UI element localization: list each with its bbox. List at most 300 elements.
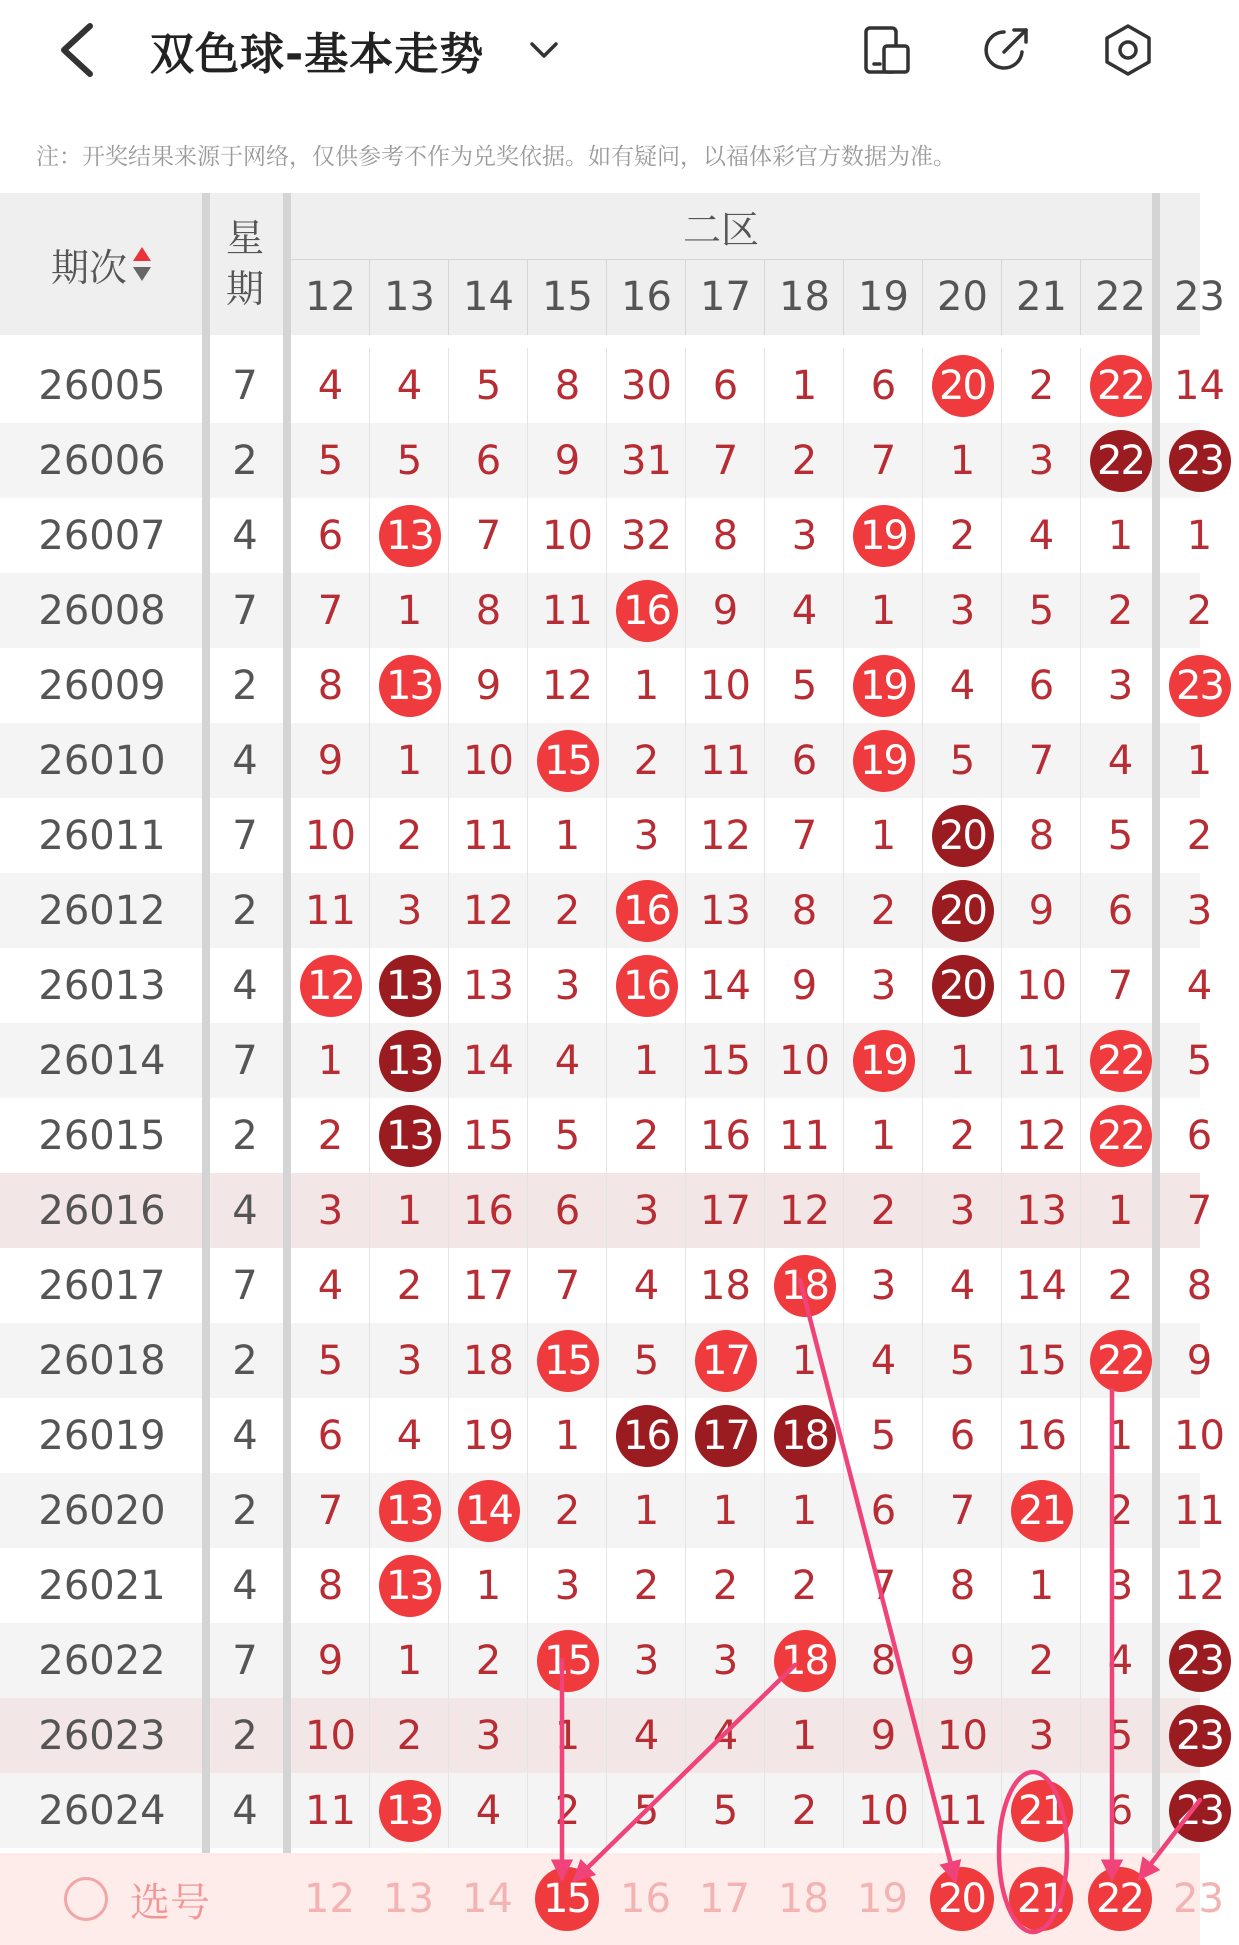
miss-count-cell: 2: [606, 1098, 686, 1173]
miss-count-cell: 3: [1159, 873, 1239, 948]
miss-count-cell: 1: [843, 573, 923, 648]
column-header-12: 12: [290, 259, 370, 335]
miss-count-cell: 9: [1001, 873, 1081, 948]
miss-count-cell: 8: [290, 1548, 370, 1623]
select-number-17[interactable]: 17: [699, 1876, 750, 1922]
miss-count-cell: 3: [527, 1548, 607, 1623]
drawn-ball: 22: [1090, 355, 1152, 417]
miss-count-cell: 17: [448, 1248, 528, 1323]
number-cell: [922, 948, 1002, 1023]
miss-count-cell: 8: [1159, 1248, 1239, 1323]
week-cell: 4: [232, 1412, 258, 1459]
drawn-ball: 13: [379, 1780, 441, 1842]
miss-count-cell: 6: [290, 1398, 370, 1473]
miss-count-cell: 6: [290, 498, 370, 573]
repeat-ball: 13: [379, 1105, 441, 1167]
number-cell: [1159, 1698, 1239, 1773]
table-row: [0, 723, 1213, 798]
miss-count-cell: 13: [685, 873, 765, 948]
number-cell: [1080, 1023, 1160, 1098]
miss-count-cell: 4: [1001, 498, 1081, 573]
number-cell: [606, 1398, 686, 1473]
miss-count-cell: 7: [1159, 1173, 1239, 1248]
miss-count-cell: 5: [922, 1323, 1002, 1398]
table-row: [0, 1173, 1213, 1248]
miss-count-cell: 1: [606, 648, 686, 723]
week-cell: 2: [232, 1112, 258, 1159]
number-cell: [1080, 423, 1160, 498]
miss-count-cell: 3: [448, 1698, 528, 1773]
miss-count-cell: 1: [290, 1023, 370, 1098]
number-cell: [685, 1323, 765, 1398]
miss-count-cell: 1: [606, 1023, 686, 1098]
number-cell: [1159, 1773, 1239, 1848]
select-number-23[interactable]: 23: [1173, 1876, 1224, 1922]
repeat-ball: 23: [1169, 430, 1231, 492]
miss-count-cell: 7: [290, 573, 370, 648]
table-row: [0, 1623, 1223, 1698]
miss-count-cell: 3: [290, 1173, 370, 1248]
period-cell: 26022: [38, 1637, 166, 1684]
miss-count-cell: 5: [1159, 1023, 1239, 1098]
miss-count-cell: 8: [764, 873, 844, 948]
miss-count-cell: 4: [448, 1773, 528, 1848]
miss-count-cell: 6: [1080, 873, 1160, 948]
miss-count-cell: 15: [1001, 1323, 1081, 1398]
miss-count-cell: 2: [369, 1698, 449, 1773]
repeat-ball: 23: [1169, 1630, 1231, 1692]
repeat-ball: 13: [379, 1030, 441, 1092]
miss-count-cell: 2: [1080, 1248, 1160, 1323]
miss-count-cell: 19: [448, 1398, 528, 1473]
miss-count-cell: 2: [606, 1548, 686, 1623]
period-cell: 26018: [38, 1337, 166, 1384]
miss-count-cell: 2: [1159, 798, 1239, 873]
week-cell: 7: [232, 1262, 258, 1309]
column-header-23: 23: [1159, 259, 1239, 335]
miss-count-cell: 8: [1001, 798, 1081, 873]
miss-count-cell: 9: [448, 648, 528, 723]
period-cell: 26023: [38, 1712, 166, 1759]
drawn-ball: 21: [1011, 1780, 1073, 1842]
miss-count-cell: 1: [448, 1548, 528, 1623]
miss-count-cell: 10: [843, 1773, 923, 1848]
share-icon[interactable]: [978, 22, 1034, 78]
miss-count-cell: 3: [1001, 423, 1081, 498]
miss-count-cell: 5: [369, 423, 449, 498]
miss-count-cell: 8: [290, 648, 370, 723]
table-row: [0, 1773, 1223, 1848]
miss-count-cell: 1: [1159, 723, 1239, 798]
miss-count-cell: 6: [527, 1173, 607, 1248]
number-cell: [1080, 348, 1160, 423]
miss-count-cell: 3: [369, 873, 449, 948]
number-cell: [843, 1023, 923, 1098]
number-cell: [606, 573, 686, 648]
table-row: [0, 873, 1213, 948]
miss-count-cell: 6: [843, 348, 923, 423]
number-cell: [1159, 1623, 1239, 1698]
drawn-ball: 14: [458, 1480, 520, 1542]
miss-count-cell: 3: [922, 1173, 1002, 1248]
miss-count-cell: 1: [764, 1323, 844, 1398]
miss-count-cell: 4: [527, 1023, 607, 1098]
miss-count-cell: 2: [369, 798, 449, 873]
miss-count-cell: 4: [369, 1398, 449, 1473]
week-cell: 4: [232, 962, 258, 1009]
repeat-ball: 20: [932, 805, 994, 867]
miss-count-cell: 5: [1001, 573, 1081, 648]
miss-count-cell: 7: [685, 423, 765, 498]
miss-count-cell: 8: [922, 1548, 1002, 1623]
miss-count-cell: 10: [448, 723, 528, 798]
select-number-22[interactable]: [1080, 1853, 1159, 1945]
column-divider: [202, 193, 210, 1945]
miss-count-cell: 2: [1001, 348, 1081, 423]
table-row: [0, 1698, 1223, 1773]
select-number-16[interactable]: 16: [620, 1876, 671, 1922]
miss-count-cell: 10: [685, 648, 765, 723]
selected-ball: 21: [1009, 1867, 1073, 1931]
miss-count-cell: 7: [1001, 723, 1081, 798]
miss-count-cell: 4: [843, 1323, 923, 1398]
number-cell: [527, 723, 607, 798]
miss-count-cell: 18: [685, 1248, 765, 1323]
miss-count-cell: 3: [606, 1623, 686, 1698]
miss-count-cell: 1: [1159, 498, 1239, 573]
miss-count-cell: 2: [1080, 1473, 1160, 1548]
miss-count-cell: 2: [606, 723, 686, 798]
repeat-ball: 18: [774, 1405, 836, 1467]
select-number-19[interactable]: 19: [857, 1876, 908, 1922]
drawn-ball: 15: [537, 1330, 599, 1392]
column-header-15: 15: [527, 259, 607, 335]
miss-count-cell: 1: [527, 1398, 607, 1473]
miss-count-cell: 11: [290, 1773, 370, 1848]
period-cell: 26015: [38, 1112, 166, 1159]
period-cell: 26024: [38, 1787, 166, 1834]
miss-count-cell: 1: [764, 1473, 844, 1548]
number-cell: [685, 1398, 765, 1473]
drawn-ball: 22: [1090, 1105, 1152, 1167]
miss-count-cell: 8: [843, 1623, 923, 1698]
miss-count-cell: 11: [764, 1098, 844, 1173]
miss-count-cell: 6: [685, 348, 765, 423]
table-header: [0, 193, 1225, 335]
select-number-20[interactable]: [922, 1853, 1001, 1945]
miss-count-cell: 12: [448, 873, 528, 948]
miss-count-cell: 5: [606, 1773, 686, 1848]
period-cell: 26011: [38, 812, 166, 859]
column-header-20: 20: [922, 259, 1002, 335]
week-cell: 2: [232, 1712, 258, 1759]
miss-count-cell: 10: [764, 1023, 844, 1098]
number-cell: [1080, 1098, 1160, 1173]
miss-count-cell: 1: [1080, 1173, 1160, 1248]
drawn-ball: 19: [853, 1030, 915, 1092]
repeat-ball: 20: [932, 955, 994, 1017]
number-cell: [606, 948, 686, 1023]
period-header[interactable]: [0, 193, 204, 335]
week-cell: 7: [232, 1037, 258, 1084]
miss-count-cell: 1: [922, 1023, 1002, 1098]
drawn-ball: 22: [1090, 1330, 1152, 1392]
miss-count-cell: 1: [764, 348, 844, 423]
miss-count-cell: 3: [843, 948, 923, 1023]
miss-count-cell: 4: [290, 1248, 370, 1323]
select-number-18[interactable]: 18: [778, 1876, 829, 1922]
miss-count-cell: 7: [843, 423, 923, 498]
period-cell: 26013: [38, 962, 166, 1009]
miss-count-cell: 15: [685, 1023, 765, 1098]
number-cell: [1159, 648, 1239, 723]
number-cell: [527, 1623, 607, 1698]
repeat-ball: 23: [1169, 1780, 1231, 1842]
miss-count-cell: 10: [527, 498, 607, 573]
drawn-ball: 15: [537, 730, 599, 792]
miss-count-cell: 5: [606, 1323, 686, 1398]
miss-count-cell: 14: [685, 948, 765, 1023]
miss-count-cell: 7: [290, 1473, 370, 1548]
period-cell: 26008: [38, 587, 166, 634]
miss-count-cell: 11: [685, 723, 765, 798]
miss-count-cell: 8: [448, 573, 528, 648]
miss-count-cell: 9: [290, 1623, 370, 1698]
miss-count-cell: 3: [685, 1623, 765, 1698]
week-cell: 2: [232, 437, 258, 484]
table-row: [0, 573, 1213, 648]
miss-count-cell: 2: [369, 1248, 449, 1323]
back-icon[interactable]: [52, 20, 100, 80]
week-cell: 2: [232, 662, 258, 709]
miss-count-cell: 7: [764, 798, 844, 873]
miss-count-cell: 11: [290, 873, 370, 948]
period-cell: 26006: [38, 437, 166, 484]
miss-count-cell: 5: [527, 1098, 607, 1173]
week-cell: 2: [232, 887, 258, 934]
number-cell: [1001, 1473, 1081, 1548]
select-toggle[interactable]: [64, 1853, 210, 1945]
number-cell: [448, 1473, 528, 1548]
drawn-ball: 16: [616, 580, 678, 642]
drawn-ball: 19: [853, 730, 915, 792]
miss-count-cell: 5: [843, 1398, 923, 1473]
miss-count-cell: 9: [922, 1623, 1002, 1698]
week-cell: 4: [232, 1787, 258, 1834]
miss-count-cell: 4: [606, 1248, 686, 1323]
miss-count-cell: 3: [1080, 648, 1160, 723]
miss-count-cell: 9: [764, 948, 844, 1023]
period-cell: 26007: [38, 512, 166, 559]
miss-count-cell: 15: [448, 1098, 528, 1173]
period-cell: 26016: [38, 1187, 166, 1234]
miss-count-cell: 4: [685, 1698, 765, 1773]
number-cell: [922, 348, 1002, 423]
drawn-ball: 13: [379, 655, 441, 717]
drawn-ball: 18: [774, 1255, 836, 1317]
table-row: [0, 648, 1223, 723]
column-divider: [1152, 193, 1160, 1945]
column-header-13: 13: [369, 259, 449, 335]
miss-count-cell: 4: [764, 573, 844, 648]
phone-icon[interactable]: [858, 22, 914, 78]
period-cell: 26019: [38, 1412, 166, 1459]
table-row: [0, 798, 1213, 873]
miss-count-cell: 2: [527, 1773, 607, 1848]
select-number-13[interactable]: 13: [383, 1876, 434, 1922]
period-cell: 26014: [38, 1037, 166, 1084]
miss-count-cell: 7: [1080, 948, 1160, 1023]
number-cell: [369, 648, 449, 723]
title-dropdown[interactable]: [150, 18, 562, 82]
selected-ball: 20: [930, 1867, 994, 1931]
column-header-17: 17: [685, 259, 765, 335]
trend-table[interactable]: [0, 193, 1225, 1945]
select-number-15[interactable]: [527, 1853, 606, 1945]
miss-count-cell: 2: [290, 1098, 370, 1173]
period-cell: 26010: [38, 737, 166, 784]
miss-count-cell: 30: [606, 348, 686, 423]
drawn-ball: 13: [379, 505, 441, 567]
repeat-ball: 22: [1090, 430, 1152, 492]
zone-header: 二区: [290, 193, 1152, 260]
miss-count-cell: 2: [527, 1473, 607, 1548]
miss-count-cell: 16: [448, 1173, 528, 1248]
miss-count-cell: 16: [1001, 1398, 1081, 1473]
week-cell: 4: [232, 737, 258, 784]
select-number-12[interactable]: 12: [304, 1876, 355, 1922]
number-cell: [843, 498, 923, 573]
miss-count-cell: 4: [1159, 948, 1239, 1023]
miss-count-cell: 5: [922, 723, 1002, 798]
selected-ball: 22: [1088, 1867, 1152, 1931]
sort-icon: [131, 243, 153, 285]
repeat-ball: 17: [695, 1405, 757, 1467]
miss-count-cell: 8: [685, 498, 765, 573]
miss-count-cell: 13: [448, 948, 528, 1023]
week-header-line2: 期: [225, 267, 264, 311]
top-bar: [0, 0, 1200, 110]
number-cell: [369, 948, 449, 1023]
miss-count-cell: 14: [1001, 1248, 1081, 1323]
miss-count-cell: 4: [922, 648, 1002, 723]
drawn-ball: 16: [616, 955, 678, 1017]
miss-count-cell: 6: [922, 1398, 1002, 1473]
miss-count-cell: 4: [606, 1698, 686, 1773]
number-cell: [369, 1773, 449, 1848]
number-cell: [843, 723, 923, 798]
number-cell: [843, 648, 923, 723]
miss-count-cell: 10: [1159, 1398, 1239, 1473]
miss-count-cell: 3: [606, 1173, 686, 1248]
miss-count-cell: 2: [922, 1098, 1002, 1173]
miss-count-cell: 12: [685, 798, 765, 873]
period-cell: 26021: [38, 1562, 166, 1609]
table-row: [0, 1323, 1213, 1398]
number-cell: [290, 948, 370, 1023]
miss-count-cell: 4: [922, 1248, 1002, 1323]
miss-count-cell: 1: [1080, 1398, 1160, 1473]
period-cell: 26012: [38, 887, 166, 934]
miss-count-cell: 2: [764, 1548, 844, 1623]
number-cell: [764, 1248, 844, 1323]
miss-count-cell: 11: [1001, 1023, 1081, 1098]
miss-count-cell: 9: [843, 1698, 923, 1773]
miss-count-cell: 32: [606, 498, 686, 573]
number-cell: [1001, 1773, 1081, 1848]
column-header-19: 19: [843, 259, 923, 335]
number-cell: [369, 1473, 449, 1548]
miss-count-cell: 3: [1080, 1548, 1160, 1623]
week-cell: 7: [232, 812, 258, 859]
number-cell: [527, 1323, 607, 1398]
miss-count-cell: 3: [606, 798, 686, 873]
miss-count-cell: 9: [685, 573, 765, 648]
miss-count-cell: 12: [1159, 1548, 1239, 1623]
column-header-22: 22: [1080, 259, 1160, 335]
miss-count-cell: 3: [922, 573, 1002, 648]
miss-count-cell: 10: [290, 1698, 370, 1773]
column-header-16: 16: [606, 259, 686, 335]
repeat-ball: 23: [1169, 1705, 1231, 1767]
miss-count-cell: 9: [527, 423, 607, 498]
miss-count-cell: 2: [764, 1773, 844, 1848]
period-cell: 26009: [38, 662, 166, 709]
column-header-14: 14: [448, 259, 528, 335]
disclaimer-note: 注：开奖结果来源于网络，仅供参考不作为兑奖依据。如有疑问，以福体彩官方数据为准。: [36, 144, 956, 170]
miss-count-cell: 2: [922, 498, 1002, 573]
settings-icon[interactable]: [1100, 22, 1156, 78]
select-bar: [0, 1853, 1224, 1945]
column-divider: [283, 193, 291, 1945]
drawn-ball: 12: [300, 955, 362, 1017]
miss-count-cell: 3: [843, 1248, 923, 1323]
number-cell: [922, 873, 1002, 948]
miss-count-cell: 1: [369, 723, 449, 798]
table-row: [0, 1023, 1213, 1098]
table-row: [0, 948, 1213, 1023]
drawn-ball: 13: [379, 1555, 441, 1617]
miss-count-cell: 1: [606, 1473, 686, 1548]
miss-count-cell: 14: [448, 1023, 528, 1098]
miss-count-cell: 2: [685, 1548, 765, 1623]
number-cell: [922, 798, 1002, 873]
number-cell: [1080, 1323, 1160, 1398]
week-cell: 2: [232, 1487, 258, 1534]
selected-ball: 15: [535, 1867, 599, 1931]
miss-count-cell: 14: [1159, 348, 1239, 423]
week-cell: 4: [232, 1187, 258, 1234]
select-number-14[interactable]: 14: [462, 1876, 513, 1922]
chevron-down-icon: [526, 32, 562, 68]
number-cell: [369, 1023, 449, 1098]
table-row: [0, 1398, 1225, 1473]
miss-count-cell: 4: [1080, 723, 1160, 798]
miss-count-cell: 11: [448, 798, 528, 873]
miss-count-cell: 1: [369, 573, 449, 648]
miss-count-cell: 8: [527, 348, 607, 423]
miss-count-cell: 4: [369, 348, 449, 423]
miss-count-cell: 10: [1001, 948, 1081, 1023]
miss-count-cell: 6: [1159, 1098, 1239, 1173]
select-number-21[interactable]: [1001, 1853, 1080, 1945]
miss-count-cell: 3: [1001, 1698, 1081, 1773]
miss-count-cell: 2: [1001, 1623, 1081, 1698]
number-cell: [1159, 423, 1239, 498]
number-cell: [606, 873, 686, 948]
miss-count-cell: 3: [527, 948, 607, 1023]
miss-count-cell: 31: [606, 423, 686, 498]
